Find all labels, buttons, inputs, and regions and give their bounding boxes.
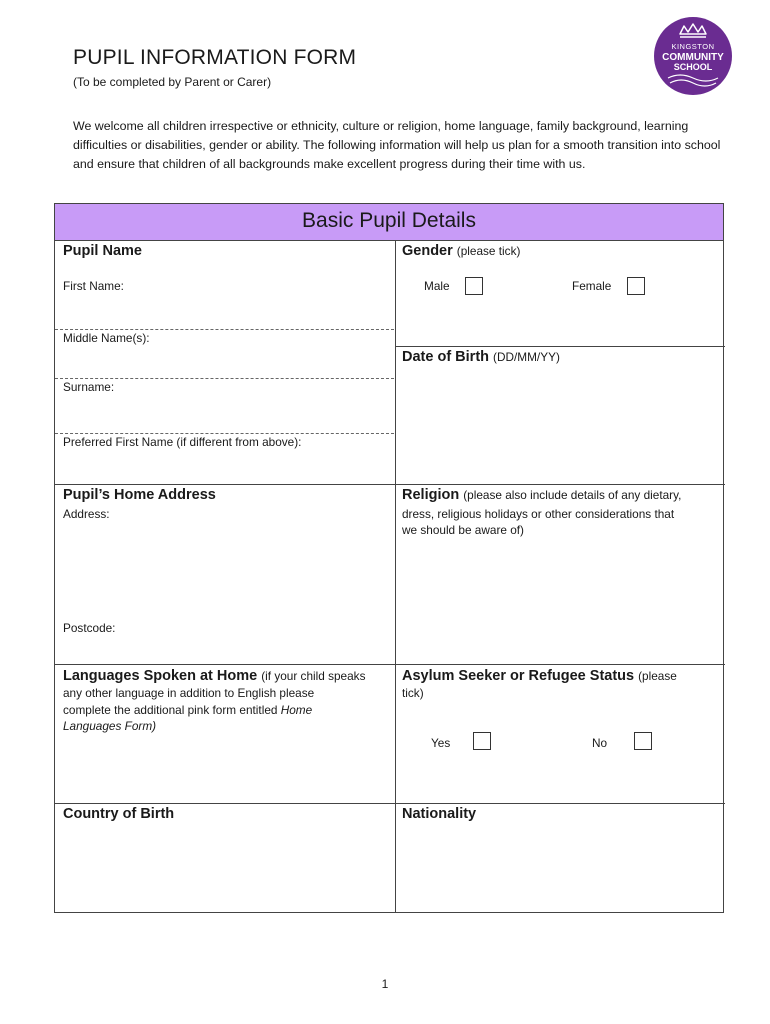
male-label: Male: [424, 279, 450, 293]
no-checkbox[interactable]: [634, 732, 652, 750]
section-header: Basic Pupil Details: [55, 204, 723, 241]
logo-line-1: KINGSTON: [671, 42, 715, 51]
middle-name-label: Middle Name(s):: [63, 331, 150, 345]
male-checkbox[interactable]: [465, 277, 483, 295]
divider-row-3: [55, 664, 725, 665]
divider-row-2: [55, 484, 725, 485]
school-logo: [650, 16, 736, 96]
languages-note-2: any other language in addition to English please: [63, 686, 315, 700]
yes-checkbox[interactable]: [473, 732, 491, 750]
asylum-label: Asylum Seeker or Refugee Status (please: [402, 668, 677, 684]
page-number: 1: [381, 977, 389, 991]
languages-label: Languages Spoken at Home (if your child speaks: [63, 668, 366, 684]
gender-label: Gender (please tick): [402, 243, 521, 259]
country-of-birth-label: Country of Birth: [63, 806, 175, 822]
religion-note-3: we should be aware of): [402, 523, 524, 537]
no-label: No: [592, 736, 608, 750]
asylum-note-2: tick): [402, 686, 424, 700]
nationality-label: Nationality: [402, 806, 477, 822]
divider-gender-dob: [395, 346, 725, 347]
preferred-name-label: Preferred First Name (if different from above):: [63, 435, 302, 449]
languages-note-3: complete the additional pink form entitled Home: [63, 703, 313, 717]
first-name-label: First Name:: [63, 279, 124, 293]
female-label: Female: [572, 279, 612, 293]
yes-label: Yes: [431, 736, 451, 750]
pupil-name-label: Pupil Name: [63, 243, 142, 259]
languages-note-4: Languages Form): [63, 719, 157, 733]
column-divider: [395, 241, 396, 913]
female-checkbox[interactable]: [627, 277, 645, 295]
religion-note-2: dress, religious holidays or other considerations that: [402, 507, 675, 521]
form-subtitle: (To be completed by Parent or Carer): [73, 75, 272, 89]
divider-row-4: [55, 803, 725, 804]
address-label: Address:: [63, 507, 110, 521]
logo-line-2: COMMUNITY: [662, 52, 724, 63]
logo-line-3: SCHOOL: [673, 62, 713, 72]
basic-details-table: [54, 203, 724, 913]
postcode-label: Postcode:: [63, 621, 116, 635]
dob-label: Date of Birth (DD/MM/YY): [402, 349, 560, 365]
form-title: PUPIL INFORMATION FORM: [73, 46, 357, 69]
home-address-label: Pupil’s Home Address: [63, 487, 216, 503]
religion-label: Religion (please also include details of any dietary,: [402, 487, 682, 503]
surname-label: Surname:: [63, 380, 115, 394]
intro-paragraph: We welcome all children irrespective or ethnicity, culture or religion, home language, family background, learning difficulties or disabilities, gender or ability. The following information will help us plan for a smooth transition into school and ensure that children of all backgrounds make excellent progress during their time with us.: [73, 119, 721, 171]
